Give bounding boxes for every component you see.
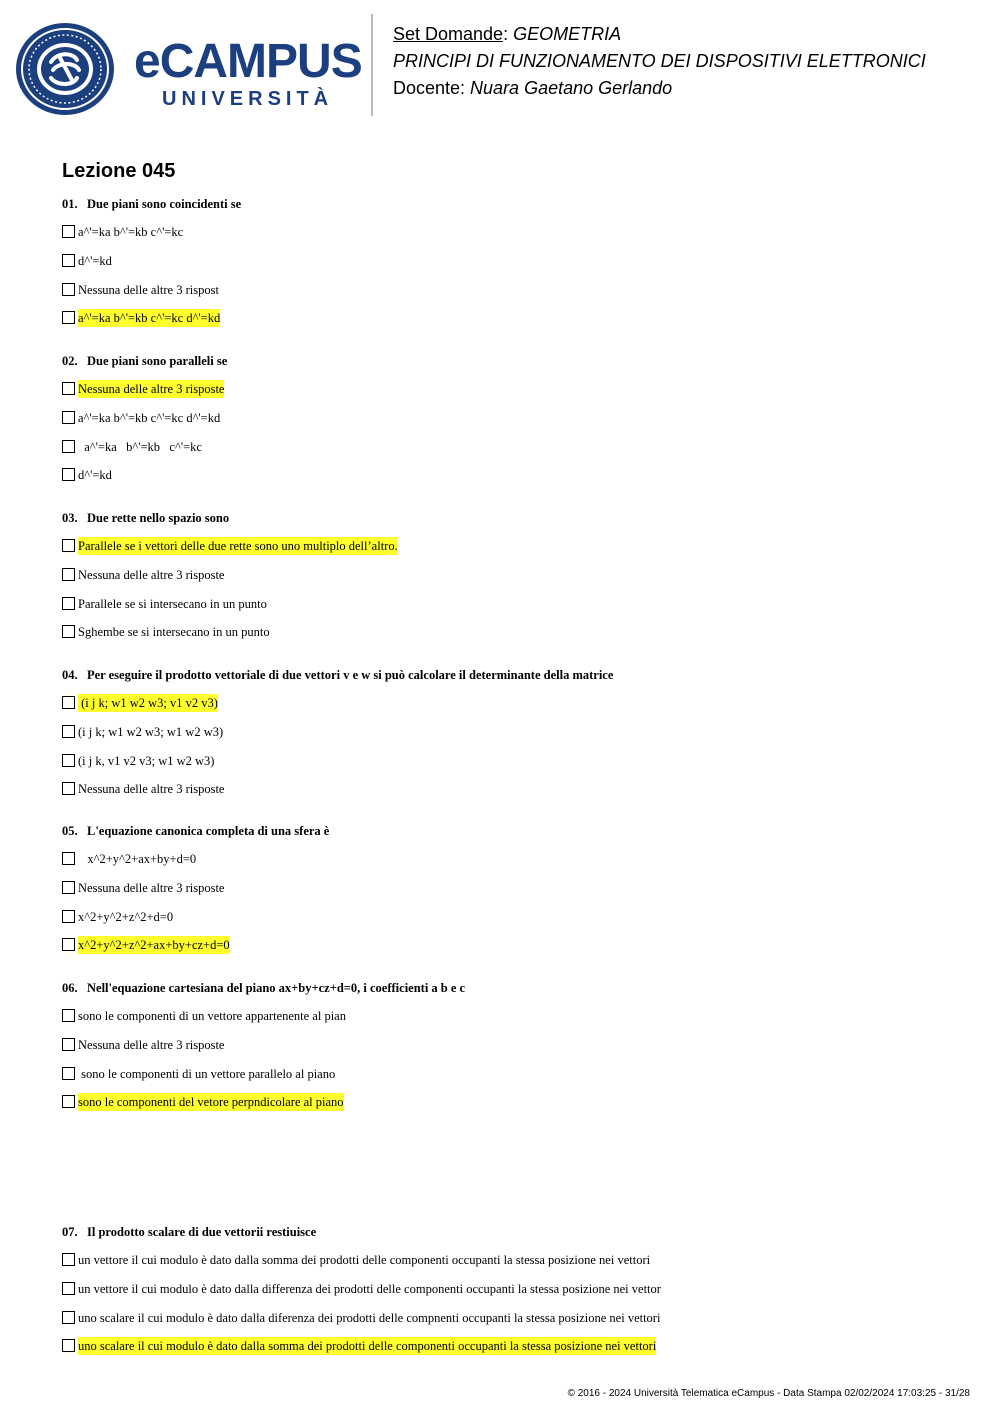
answer-option[interactable] bbox=[62, 723, 223, 741]
answer-text-highlighted: sono le componenti del vetore perpndicolare al piano bbox=[78, 1095, 344, 1109]
question-6 bbox=[62, 980, 962, 1109]
answer-text: Nessuna delle altre 3 risposte bbox=[78, 881, 225, 895]
answer-option[interactable] bbox=[62, 438, 202, 456]
question-label: Per eseguire il prodotto vettoriale di due vettori v e w si può calcolare il determinante della matrice bbox=[87, 668, 614, 682]
answer-checkbox[interactable] bbox=[62, 311, 75, 324]
set-line bbox=[393, 21, 926, 48]
answer-checkbox[interactable] bbox=[62, 725, 75, 738]
answer-option[interactable] bbox=[62, 223, 183, 241]
answer-option[interactable] bbox=[62, 1007, 346, 1025]
answer-text-highlighted: a^'=ka b^'=kb c^'=kc d^'=kd bbox=[78, 311, 221, 325]
answer-option[interactable] bbox=[62, 1280, 661, 1298]
answer-option[interactable] bbox=[62, 780, 224, 798]
answer-text: x^2+y^2+ax+by+d=0 bbox=[78, 852, 197, 866]
answer-text: un vettore il cui modulo è dato dalla somma dei prodotti delle componenti occupanti la stessa posizione nei vettori bbox=[78, 1253, 651, 1267]
answer-text: a^'=ka b^'=kb c^'=kc bbox=[78, 225, 184, 239]
course-title: PRINCIPI DI FUNZIONAMENTO DEI DISPOSITIVI ELETTRONICI bbox=[393, 51, 926, 71]
answer-option[interactable] bbox=[62, 595, 267, 613]
question-text bbox=[62, 980, 962, 996]
answer-option[interactable] bbox=[62, 252, 112, 270]
answer-text: d^'=kd bbox=[78, 254, 112, 268]
question-number: 06. bbox=[62, 981, 78, 995]
answer-text: un vettore il cui modulo è dato dalla differenza dei prodotti delle componenti occupanti la stessa posizione nei vettor bbox=[78, 1282, 661, 1296]
answer-text: Sghembe se si intersecano in un punto bbox=[78, 625, 270, 639]
question-4 bbox=[62, 667, 962, 796]
answer-text-highlighted: Parallele se i vettori delle due rette sono uno multiplo dell’altro. bbox=[78, 539, 398, 553]
answer-option[interactable] bbox=[62, 1065, 335, 1083]
question-number: 03. bbox=[62, 511, 78, 525]
answer-option[interactable] bbox=[62, 752, 214, 770]
answer-text: Parallele se si intersecano in un punto bbox=[78, 597, 267, 611]
logo-universita-text: UNIVERSITÀ bbox=[162, 88, 334, 110]
question-number: 04. bbox=[62, 668, 78, 682]
answer-checkbox[interactable] bbox=[62, 1095, 75, 1108]
answer-option[interactable] bbox=[62, 1251, 650, 1269]
answer-text: x^2+y^2+z^2+d=0 bbox=[78, 910, 174, 924]
ecampus-logo-icon bbox=[15, 22, 115, 116]
question-7 bbox=[62, 1224, 962, 1353]
question-text bbox=[62, 196, 962, 212]
answer-option[interactable] bbox=[62, 1337, 656, 1355]
answer-text-highlighted: (i j k; w1 w2 w3; v1 v2 v3) bbox=[78, 696, 218, 710]
answer-option[interactable] bbox=[62, 623, 270, 641]
question-label: Due rette nello spazio sono bbox=[87, 511, 230, 525]
answer-option[interactable] bbox=[62, 879, 224, 897]
answer-option[interactable] bbox=[62, 850, 196, 868]
answer-text: Nessuna delle altre 3 risposte bbox=[78, 568, 225, 582]
answer-option[interactable] bbox=[62, 1309, 660, 1327]
answer-checkbox[interactable] bbox=[62, 754, 75, 767]
question-number: 05. bbox=[62, 824, 78, 838]
answer-text: sono le componenti di un vettore appartenente al pian bbox=[78, 1009, 346, 1023]
question-5 bbox=[62, 823, 962, 952]
answer-option[interactable] bbox=[62, 566, 224, 584]
answer-text: sono le componenti di un vettore parallelo al piano bbox=[78, 1067, 336, 1081]
answer-checkbox[interactable] bbox=[62, 852, 75, 865]
answer-checkbox[interactable] bbox=[62, 696, 75, 709]
question-number: 07. bbox=[62, 1225, 78, 1239]
answer-checkbox[interactable] bbox=[62, 881, 75, 894]
answer-checkbox[interactable] bbox=[62, 910, 75, 923]
question-1 bbox=[62, 196, 962, 325]
question-label: Il prodotto scalare di due vettorii restiuisce bbox=[87, 1225, 317, 1239]
answer-option[interactable] bbox=[62, 908, 173, 926]
answer-option[interactable] bbox=[62, 694, 218, 712]
answer-text: d^'=kd bbox=[78, 468, 112, 482]
answer-checkbox[interactable] bbox=[62, 1067, 75, 1080]
answer-checkbox[interactable] bbox=[62, 1339, 75, 1352]
answer-option[interactable] bbox=[62, 537, 398, 555]
question-text bbox=[62, 1224, 962, 1240]
answer-checkbox[interactable] bbox=[62, 411, 75, 424]
page-footer: © 2016 - 2024 Università Telematica eCampus - Data Stampa 02/02/2024 17:03:25 - 31/28 bbox=[567, 1388, 970, 1399]
answer-checkbox[interactable] bbox=[62, 1038, 75, 1051]
answer-option[interactable] bbox=[62, 466, 112, 484]
answer-text: a^'=ka b^'=kb c^'=kc d^'=kd bbox=[78, 411, 221, 425]
answer-checkbox[interactable] bbox=[62, 539, 75, 552]
answer-checkbox[interactable] bbox=[62, 782, 75, 795]
set-separator: : bbox=[503, 24, 514, 44]
answer-option[interactable] bbox=[62, 309, 220, 327]
answer-option[interactable] bbox=[62, 281, 219, 299]
question-label: Due piani sono coincidenti se bbox=[87, 197, 242, 211]
answer-checkbox[interactable] bbox=[62, 254, 75, 267]
question-text bbox=[62, 510, 962, 526]
set-value: GEOMETRIA bbox=[513, 24, 622, 44]
answer-text-highlighted: x^2+y^2+z^2+ax+by+cz+d=0 bbox=[78, 938, 230, 952]
answer-checkbox[interactable] bbox=[62, 440, 75, 453]
set-label: Set Domande bbox=[393, 24, 504, 44]
page-header bbox=[0, 0, 1000, 130]
answer-checkbox[interactable] bbox=[62, 1282, 75, 1295]
answer-checkbox[interactable] bbox=[62, 1009, 75, 1022]
teacher-line bbox=[393, 75, 926, 102]
answer-option[interactable] bbox=[62, 1093, 344, 1111]
question-2 bbox=[62, 353, 962, 482]
answer-checkbox[interactable] bbox=[62, 597, 75, 610]
logo-ecampus-text: eCAMPUS bbox=[134, 35, 362, 88]
question-text bbox=[62, 667, 962, 683]
answer-checkbox[interactable] bbox=[62, 625, 75, 638]
answer-checkbox[interactable] bbox=[62, 568, 75, 581]
answer-text: Nessuna delle altre 3 risposte bbox=[78, 782, 225, 796]
header-info bbox=[393, 21, 926, 102]
teacher-label: Docente: bbox=[393, 78, 471, 98]
answer-checkbox[interactable] bbox=[62, 938, 75, 951]
answer-text: (i j k; w1 w2 w3; w1 w2 w3) bbox=[78, 725, 224, 739]
answer-text-highlighted: Nessuna delle altre 3 risposte bbox=[78, 382, 225, 396]
answer-checkbox[interactable] bbox=[62, 1253, 75, 1266]
question-number: 02. bbox=[62, 354, 78, 368]
question-3 bbox=[62, 510, 962, 639]
lesson-title: Lezione 045 bbox=[62, 160, 176, 182]
question-text bbox=[62, 823, 962, 839]
answer-checkbox[interactable] bbox=[62, 225, 75, 238]
answer-option[interactable] bbox=[62, 380, 224, 398]
question-text bbox=[62, 353, 962, 369]
teacher-name: Nuara Gaetano Gerlando bbox=[470, 78, 673, 98]
answer-checkbox[interactable] bbox=[62, 382, 75, 395]
answer-checkbox[interactable] bbox=[62, 1311, 75, 1324]
answer-text: (i j k, v1 v2 v3; w1 w2 w3) bbox=[78, 754, 215, 768]
answer-checkbox[interactable] bbox=[62, 283, 75, 296]
header-divider bbox=[371, 14, 373, 116]
answer-option[interactable] bbox=[62, 409, 220, 427]
answer-text: uno scalare il cui modulo è dato dalla diferenza dei prodotti delle compnenti occupanti la stessa posizione nei vettori bbox=[78, 1311, 661, 1325]
answer-option[interactable] bbox=[62, 936, 230, 954]
logo-wordmark bbox=[134, 35, 362, 111]
answer-checkbox[interactable] bbox=[62, 468, 75, 481]
question-label: Nell'equazione cartesiana del piano ax+by+cz+d=0, i coefficienti a b e c bbox=[87, 981, 466, 995]
question-label: L'equazione canonica completa di una sfera è bbox=[87, 824, 330, 838]
answer-text: Nessuna delle altre 3 rispost bbox=[78, 283, 219, 297]
answer-text-highlighted: uno scalare il cui modulo è dato dalla somma dei prodotti delle componenti occupanti la stessa posizione nei vettori bbox=[78, 1339, 657, 1353]
question-label: Due piani sono paralleli se bbox=[87, 354, 228, 368]
answer-text: Nessuna delle altre 3 risposte bbox=[78, 1038, 225, 1052]
answer-text: a^'=ka b^'=kb c^'=kc bbox=[78, 440, 202, 454]
question-number: 01. bbox=[62, 197, 78, 211]
answer-option[interactable] bbox=[62, 1036, 224, 1054]
